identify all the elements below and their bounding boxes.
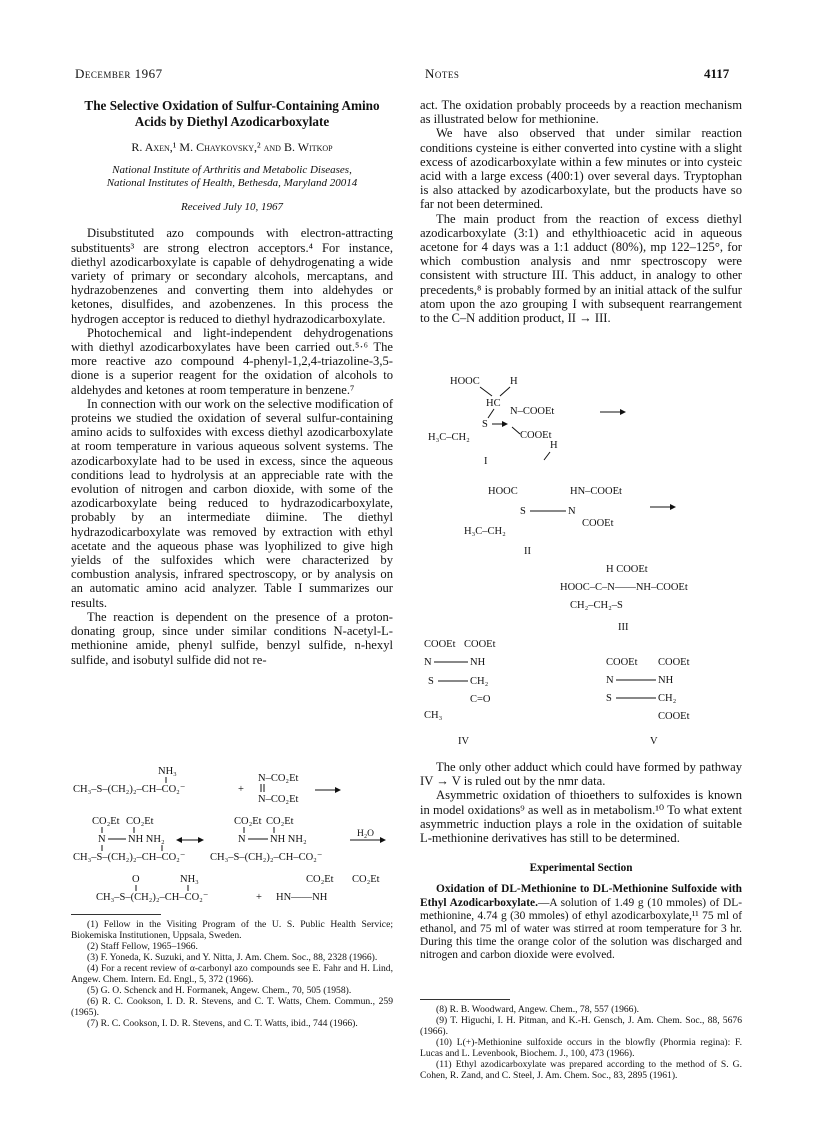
scheme-hn-nh: HN——NH	[276, 892, 328, 903]
footnote-rule-left	[71, 914, 161, 915]
scheme-left-svg	[70, 760, 395, 905]
paragraph-r4: The only other adduct which could have formed by pathway IV → V is ruled out by the nmr data.	[420, 760, 742, 789]
affiliation-line-1: National Institute of Arthritis and Metabolic Diseases,	[112, 164, 352, 177]
struct-III-bot: CH₂–CH₂–S	[570, 600, 623, 611]
scheme-co2et-b: CO₂Et	[126, 816, 154, 827]
affiliation	[71, 164, 393, 190]
scheme-plus-1: +	[238, 784, 244, 795]
adduct-structures-scheme	[420, 372, 745, 757]
scheme-azo-bottom: N–CO₂Et	[258, 794, 299, 805]
struct-V-n: N	[606, 675, 614, 686]
running-head-left: December 1967	[75, 66, 163, 81]
struct-II-h: H	[550, 440, 558, 451]
footnotes-left	[71, 910, 393, 1029]
struct-V-label: V	[650, 736, 658, 747]
struct-V-cooet-c: COOEt	[658, 711, 690, 722]
struct-IV-ch2: CH₂	[470, 676, 489, 687]
struct-II-label: II	[524, 546, 531, 557]
struct-I-s: S	[482, 419, 488, 430]
paragraph-r1: act. The oxidation probably proceeds by a reaction mechanism as illustrated below for methionine.	[420, 98, 742, 127]
scheme-nh-nh2-2: NH NH₂	[270, 834, 307, 845]
struct-I-h: H	[510, 376, 518, 387]
scheme-row2-left-chain: CH₃–S–(CH₂)₂–CH–CO₂⁻	[73, 852, 186, 863]
footnote-rule-right	[420, 999, 510, 1000]
struct-I-hc: HC	[486, 398, 501, 409]
right-column-bottom	[420, 760, 742, 963]
scheme-right-svg	[420, 372, 745, 752]
scheme-co2et-a: CO₂Et	[92, 816, 120, 827]
struct-II-h3cch2: H₃C–CH₂	[464, 526, 506, 537]
scheme-row2-right-chain: CH₃–S–(CH₂)₂–CH–CO₂⁻	[210, 852, 323, 863]
struct-IV-label: IV	[458, 736, 470, 747]
footnote-1: (1) Fellow in the Visiting Program of the U. S. Public Health Service; Biokemiska Institutionen, Uppsala, Sweden.	[71, 919, 393, 941]
footnotes-right	[420, 995, 742, 1081]
scheme-row3-chain: CH₃–S–(CH₂)₂–CH–CO₂⁻	[96, 892, 209, 903]
struct-II-hncooet: HN–COOEt	[570, 486, 622, 497]
footnote-10: (10) L(+)-Methionine sulfoxide occurs in the blowfly (Phormia regina): F. Lucas and L. Levenbook, Biochem. J., 100, 473 (1966).	[420, 1037, 742, 1059]
struct-IV-co: C=O	[470, 694, 491, 705]
struct-I-ncooet: N–COOEt	[510, 406, 555, 417]
struct-I-cooet: COOEt	[520, 430, 552, 441]
footnote-8: (8) R. B. Woodward, Angew. Chem., 78, 557 (1966).	[436, 1004, 640, 1015]
struct-V-s: S	[606, 693, 612, 704]
scheme-h2o: H₂O	[357, 829, 375, 839]
scheme-azo-top: N–CO₂Et	[258, 773, 299, 784]
struct-IV-nh: NH	[470, 657, 486, 668]
scheme-co2et-e: CO₂Et	[306, 874, 334, 885]
paragraph-1: Disubstituted azo compounds with electron-attracting substituents³ are strong electron acceptors.⁴ For instance, diethyl azodicarboxylate is capable of dehydrogenating a wide variety of primary or secondary alcohols, mercaptans, and hydrazobenzenes and converting them into aldehydes or ketones, disulfides, and azobenzenes. In this process the hydrogen acceptor is reduced to diethyl hydrazodicarboxylate.	[71, 226, 393, 326]
scheme-n-2: N	[238, 834, 246, 845]
running-head-center: Notes	[425, 66, 460, 81]
scheme-nh3: NH₃	[158, 766, 177, 777]
scheme-row1-chain: CH₃–S–(CH₂)₂–CH–CO₂⁻	[73, 784, 186, 795]
scheme-o: O	[132, 874, 140, 885]
experimental-text: —A solution of 1.49 g (10 mmoles) of DL-methionine, 4.74 g (30 mmoles) of ethyl azodicarboxylate,¹¹ 75 ml of ethanol, and 75 ml of water was stirred at room temperature for 3 hr. During this time the orange color of the solution was discharged and nitrogen and carbon dioxide were evolved.	[420, 896, 742, 962]
paragraph-r5: Asymmetric oxidation of thioethers to sulfoxides is known in model oxidations⁹ as well as in metabolism.¹⁰ To what extent asymmetric induction plays a role in the oxidation of suitable L-methionine derivatives has still to be determined.	[420, 788, 742, 846]
struct-II-n: N	[568, 506, 576, 517]
paragraph-r2: We have also observed that under similar reaction conditions cysteine is either converted into cystine with a slight excess of azodicarboxylate within a few minutes or into cysteic acid with a large excess (400:1) over several days. Tryptophan is also attacked by azodicarboxylate, but the products have so far not been determined.	[420, 126, 742, 212]
struct-V-nh: NH	[658, 675, 674, 686]
paragraph-2: Photochemical and light-independent dehydrogenations with diethyl azodicarboxylates have been carried out.⁵·⁶ The more reactive azo compound 4-phenyl-1,2,4-triazoline-3,5-dione is a superior reagent for the oxidation of alcohols to aldehydes and ketones at room temperature in benzene.⁷	[71, 325, 393, 397]
struct-IV-ch3: CH₃	[424, 710, 443, 721]
authors: R. Axen,¹ M. Chaykovsky,² and B. Witkop	[131, 140, 333, 154]
footnote-2: (2) Staff Fellow, 1965–1966.	[87, 941, 198, 952]
paragraph-r3: The main product from the reaction of excess diethyl azodicarboxylate (3:1) and ethylthioacetic acid in aqueous acetone for 4 days was a 1:1 adduct (80%), mp 122–125°, for which combustion analysis and nmr spectroscopy were consistent with structure III. This adduct, in analogy to other precedents,⁸ is probably formed by an initial attack of the sulfur atom upon the azo grouping I with subsequent rearrangement to the C–N addition product, II → III.	[420, 211, 742, 326]
methionine-oxidation-scheme	[70, 760, 395, 910]
footnote-6: (6) R. C. Cookson, I. D. R. Stevens, and C. T. Watts, Chem. Commun., 259 (1965).	[71, 996, 393, 1018]
page-number: 4117	[704, 66, 730, 81]
article-title: The Selective Oxidation of Sulfur-Containing Amino Acids by Diethyl Azodicarboxylate	[84, 98, 380, 129]
scheme-nh-nh2-1: NH NH₂	[128, 834, 165, 845]
experimental-paragraph	[420, 883, 742, 962]
struct-I-hooc: HOOC	[450, 376, 480, 387]
scheme-plus-2: +	[256, 892, 262, 903]
scheme-co2et-f: CO₂Et	[352, 874, 380, 885]
scheme-n-1: N	[98, 834, 106, 845]
struct-III-top: H COOEt	[606, 564, 648, 575]
struct-I-h3cch2: H₃C–CH₂	[428, 432, 470, 443]
left-column	[71, 98, 393, 667]
footnote-5: (5) G. O. Schenck and H. Formanek, Angew. Chem., 70, 505 (1958).	[87, 985, 352, 996]
struct-I-label: I	[484, 456, 488, 467]
struct-V-ch2: CH₂	[658, 693, 677, 704]
struct-IV-cooet-a: COOEt	[424, 639, 456, 650]
footnote-4: (4) For a recent review of α-carbonyl azo compounds see E. Fahr and H. Lind, Angew. Chem. Intern. Ed. Engl., 5, 372 (1966).	[71, 963, 393, 985]
struct-II-s: S	[520, 506, 526, 517]
experimental-section-heading: Experimental Section	[529, 862, 633, 875]
scheme-co2et-d: CO₂Et	[266, 816, 294, 827]
scheme-nh3-3: NH₃	[180, 874, 199, 885]
footnote-3: (3) F. Yoneda, K. Suzuki, and Y. Nitta, J. Am. Chem. Soc., 88, 2328 (1966).	[87, 952, 378, 963]
struct-II-cooet: COOEt	[582, 518, 614, 529]
struct-II-hooc: HOOC	[488, 486, 518, 497]
struct-IV-s: S	[428, 676, 434, 687]
footnote-7: (7) R. C. Cookson, I. D. R. Stevens, and C. T. Watts, ibid., 744 (1966).	[87, 1018, 358, 1029]
struct-III-mid: HOOC–C–N——NH–COOEt	[560, 582, 688, 593]
struct-IV-n: N	[424, 657, 432, 668]
footnote-11: (11) Ethyl azodicarboxylate was prepared according to the method of S. G. Cohen, R. Zand, and C. Steel, J. Am. Chem. Soc., 83, 2895 (1961).	[420, 1059, 742, 1081]
received-date: Received July 10, 1967	[180, 201, 283, 214]
struct-V-cooet-b: COOEt	[658, 657, 690, 668]
footnote-9: (9) T. Higuchi, I. H. Pitman, and K.-H. Gensch, J. Am. Chem. Soc., 88, 5676 (1966).	[420, 1015, 742, 1037]
paragraph-4: The reaction is dependent on the presence of a proton-donating group, since under similar conditions N-acetyl-L-methionine amide, phenyl sulfide, benzyl sulfide, n-hexyl sulfide, and isobutyl sulfide did not re-	[71, 609, 393, 667]
struct-V-cooet-a: COOEt	[606, 657, 638, 668]
affiliation-line-2: National Institutes of Health, Bethesda, Maryland 20014	[106, 177, 358, 190]
right-column-top	[420, 98, 742, 325]
scheme-co2et-c: CO₂Et	[234, 816, 262, 827]
struct-III-label: III	[618, 622, 629, 633]
experimental-lead: Oxidation of DL-Methionine to DL-Methionine Sulfoxide with Ethyl Azodicarboxylate.	[420, 883, 742, 909]
struct-IV-cooet-b: COOEt	[464, 639, 496, 650]
paragraph-3: In connection with our work on the selective modification of proteins we studied the oxidation of several sulfur-containing amino acids to sulfoxides with excess diethyl azodicarboxylate at room temperature in various aqueous solvent systems. The azodicarboxylate had to be used in excess, since the aqueous conditions lead to hydrolysis at an appreciable rate with the evolution of nitrogen and carbon dioxide, with some of the azodicarboxylate being reduced to hydrazodicarboxylate, probably by an intermediate diimine. The diethyl hydrazodicarboxylate was removed by extraction with ethyl acetate and the aqueous phase was lyophilized to give high yields of the sulfoxides which were characterized by combustion analysis, infrared spectroscopy, or by analysis on an automatic amino acid analyzer. Table I summarizes our results.	[71, 396, 394, 610]
